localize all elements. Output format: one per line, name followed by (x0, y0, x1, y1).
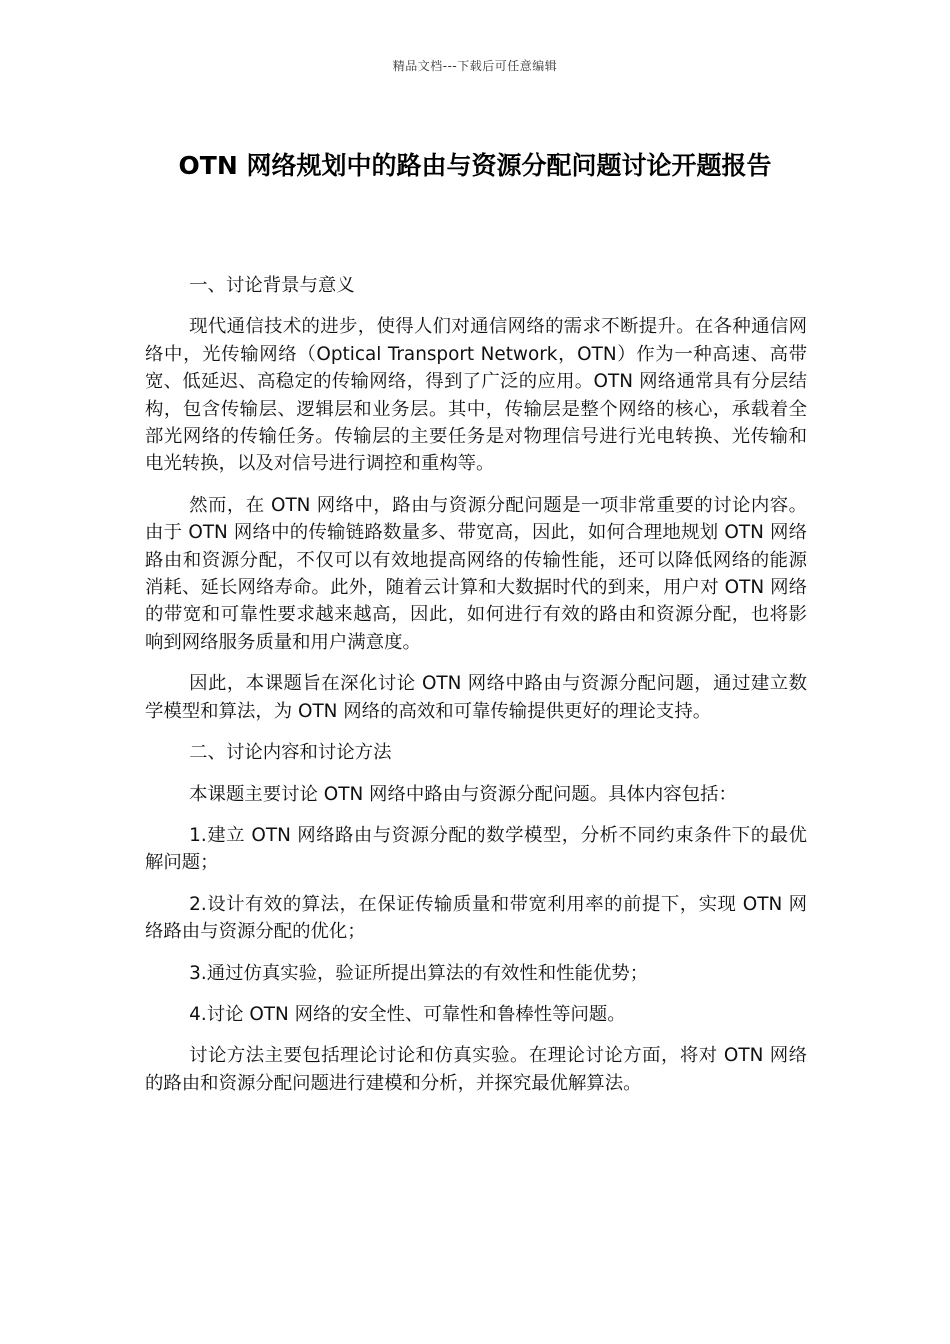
paragraph-background-3: 因此，本课题旨在深化讨论 OTN 网络中路由与资源分配问题，通过建立数学模型和算法，为 OTN 网络的高效和可靠传输提供更好的理论支持。 (145, 673, 807, 722)
list-item-2: 2.设计有效的算法，在保证传输质量和带宽利用率的前提下，实现 OTN 网络路由与资源分配的优化； (145, 893, 807, 943)
document-body (145, 272, 807, 1111)
paragraph-background-1: 现代通信技术的进步，使得人们对通信网络的需求不断提升。在各种通信网络中，光传输网络（Optical Transport Network，OTN）作为一种高速、高带宽、低延迟、高稳定的传输网络，得到了广泛的应用。OTN 网络通常具有分层结构，包含传输层、逻辑层和业务层。其中，传输层是整个网络的核心，承载着全部光网络的传输任务。传输层的主要任务是对物理信号进行光电转换、光传输和电光转换，以及对信号进行调控和重构等。 (145, 316, 807, 475)
header-watermark: 精品文档---下载后可任意编辑 (392, 59, 558, 73)
paragraph-background-2: 然而，在 OTN 网络中，路由与资源分配问题是一项非常重要的讨论内容。由于 OTN 网络中的传输链路数量多、带宽高，因此，如何合理地规划 OTN 网络路由和资源分配，不仅可以有效地提高网络的传输性能，还可以降低网络的能源消耗、延长网络寿命。此外，随着云计算和大数据时代的到来，用户对 OTN 网络的带宽和可靠性要求越来越高，因此，如何进行有效的路由和资源分配，也将影响到网络服务质量和用户满意度。 (145, 494, 807, 653)
paragraph-content-intro: 本课题主要讨论 OTN 网络中路由与资源分配问题。具体内容包括： (189, 783, 737, 805)
paragraph-method: 讨论方法主要包括理论讨论和仿真实验。在理论讨论方面，将对 OTN 网络的路由和资源分配问题进行建模和分析，并探究最优解算法。 (145, 1045, 807, 1094)
document-title: OTN 网络规划中的路由与资源分配问题讨论开题报告 (178, 151, 772, 180)
section-heading-background: 一、讨论背景与意义 (189, 275, 355, 296)
list-item-1: 1.建立 OTN 网络路由与资源分配的数学模型，分析不同约束条件下的最优解问题； (145, 824, 807, 874)
section-heading-content-method: 二、讨论内容和讨论方法 (189, 742, 392, 764)
list-item-4: 4.讨论 OTN 网络的安全性、可靠性和鲁棒性等问题。 (189, 1003, 626, 1025)
list-item-3: 3.通过仿真实验，验证所提出算法的有效性和性能优势； (189, 962, 649, 984)
